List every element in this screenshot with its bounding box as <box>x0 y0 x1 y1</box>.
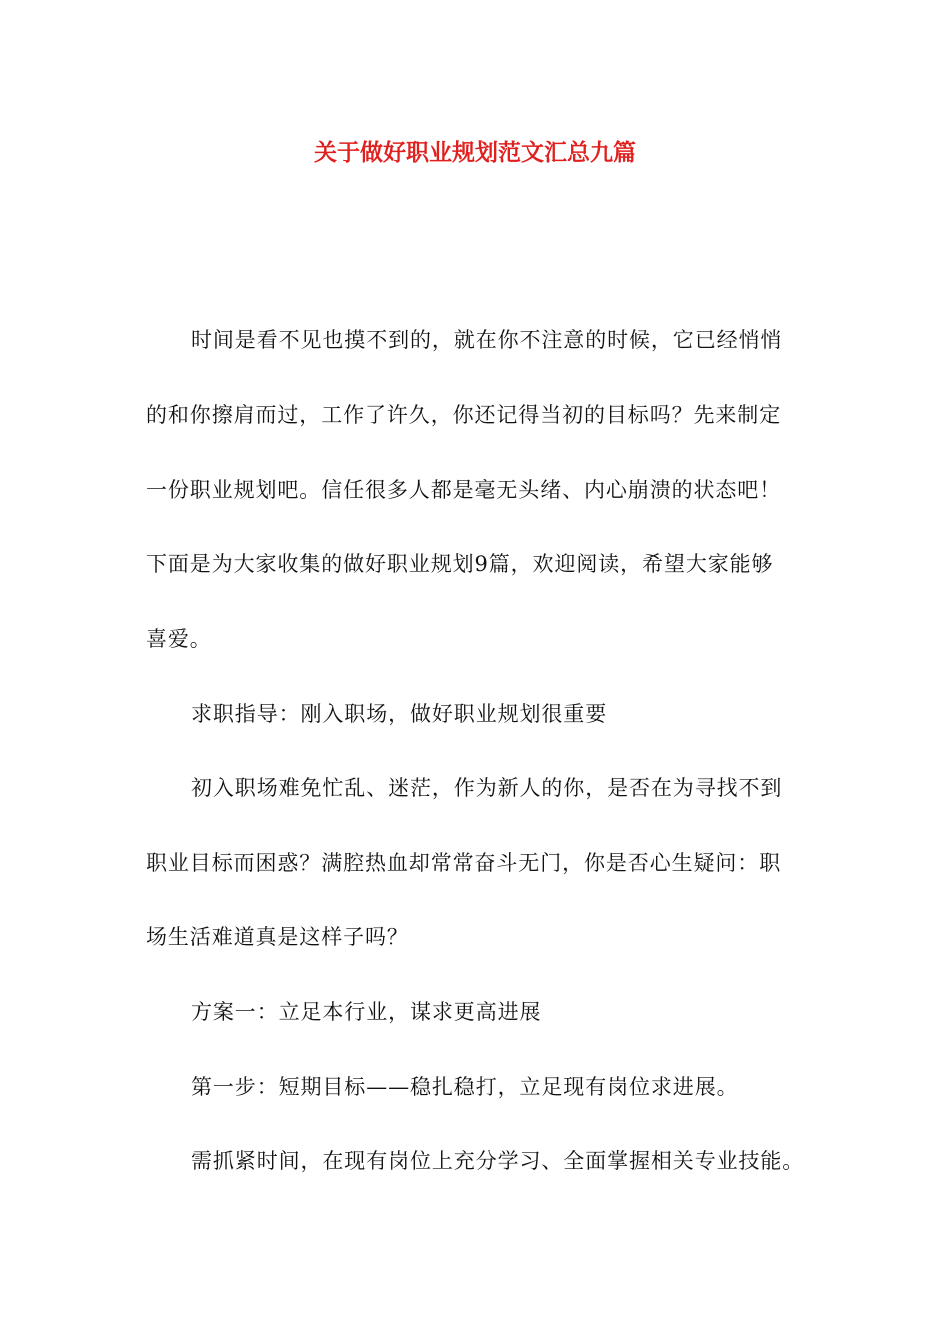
paragraph-line: 时间是看不见也摸不到的，就在你不注意的时候，它已经悄悄 <box>191 328 783 352</box>
paragraph-line: 下面是为大家收集的做好职业规划9篇，欢迎阅读，希望大家能够 <box>146 552 774 576</box>
paragraph-line: 一份职业规划吧。信任很多人都是毫无头绪、内心崩溃的状态吧！ <box>146 478 782 502</box>
paragraph-line: 喜爱。 <box>146 627 212 651</box>
step-heading: 第一步：短期目标——稳扎稳打，立足现有岗位求进展。 <box>191 1075 739 1099</box>
plan-heading: 方案一：立足本行业，谋求更高进展 <box>191 1000 542 1024</box>
paragraph-line: 职业目标而困惑？满腔热血却常常奋斗无门，你是否心生疑问：职 <box>146 851 782 875</box>
paragraph-line: 需抓紧时间，在现有岗位上充分学习、全面掌握相关专业技能。 <box>191 1149 805 1173</box>
document-title: 关于做好职业规划范文汇总九篇 <box>314 139 636 166</box>
paragraph-line: 初入职场难免忙乱、迷茫，作为新人的你，是否在为寻找不到 <box>191 776 783 800</box>
paragraph-line: 场生活难道真是这样子吗？ <box>146 925 409 949</box>
paragraph-line: 的和你擦肩而过，工作了许久，你还记得当初的目标吗？先来制定 <box>146 403 782 427</box>
section-heading: 求职指导：刚入职场，做好职业规划很重要 <box>191 702 608 726</box>
